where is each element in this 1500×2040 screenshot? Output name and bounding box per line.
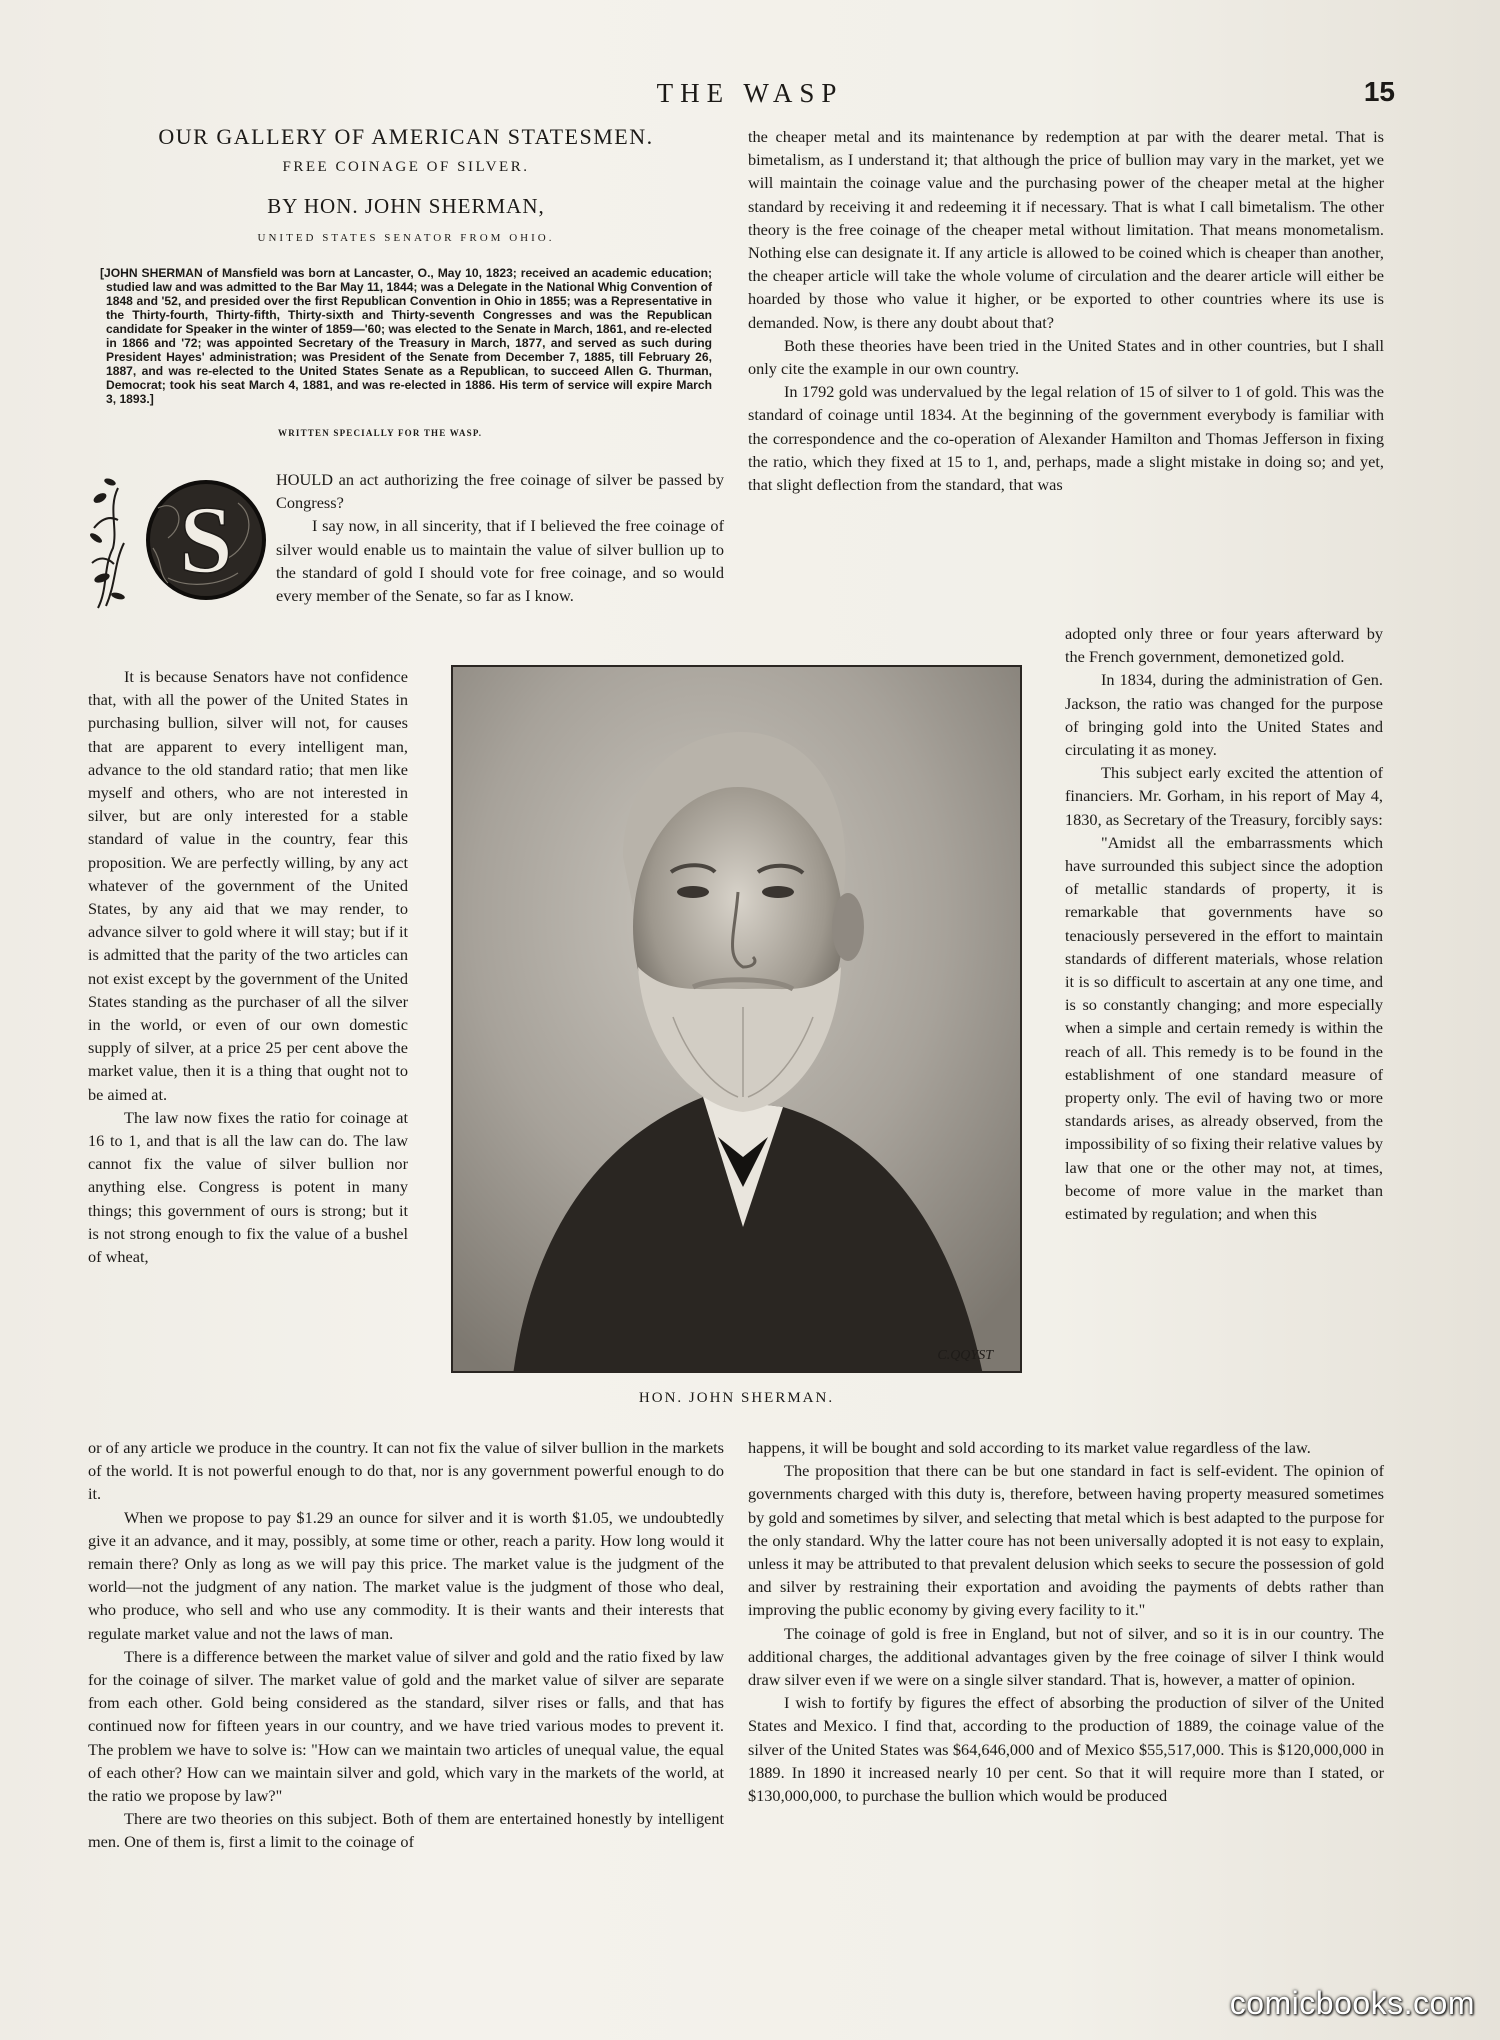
written-specially-note: WRITTEN SPECIALLY FOR THE WASP.: [278, 427, 483, 438]
right-bottom-column: [748, 1436, 1384, 1807]
paragraph: happens, it will be bought and sold according to its market value regardless of the law.: [748, 1438, 1311, 1457]
paragraph: adopted only three or four years afterward by the French government, demonetized gold.: [1065, 624, 1383, 667]
paragraph: There is a difference between the market value of silver and gold and the ratio fixed by law for the coinage of silver. The market value of gold and the market value of silver are separate from each other. Gold being considered as the standard, silver rises or falls, and that has continued now for fifteen years in our country, and we have tried various modes to prevent it. The problem we have to solve is: "How can we maintain two articles of unequal value, the equal of each other? How can we maintain silver and gold, which vary in the markets of the world, at the ratio we propose by law?": [88, 1646, 724, 1806]
paragraph: This subject early excited the attention of financiers. Mr. Gorham, in his report of May 4, 1830, as Secretary of the Treasury, forcibly says:: [1065, 763, 1383, 829]
article-byline: BY HON. JOHN SHERMAN,: [267, 194, 545, 219]
right-top-column: [748, 125, 1384, 496]
paragraph: The law now fixes the ratio for coinage at 16 to 1, and that is all the law can do. The law cannot fix the value of silver bullion nor anything else. Congress is potent in many things; this government of ours is strong; but it is not strong enough to fix the value of a bushel of wheat,: [88, 1107, 408, 1267]
paragraph: Both these theories have been tried in the United States and in other countries, but I shall only cite the example in our own country.: [748, 335, 1384, 379]
dropcap-letter: S: [179, 486, 233, 593]
paragraph: The proposition that there can be but one standard in fact is self-evident. The opinion of governments charged with this duty is, therefore, between having property measured sometimes by gold and sometimes by silver, and selecting that metal which is best adapted to the purpose for the only standard. Why the latter coure has not been universally adopted it is not easy to explain, unless it may be attributed to that prevalent delusion which seeks to secure the possession of gold and silver by restraining their exportation and avoiding the payments of debts rather than improving the public economy by giving every facility to it.": [748, 1461, 1384, 1620]
paragraph: In 1834, during the administration of Gen. Jackson, the ratio was changed for the purpose of bringing gold into the United States and circulating it as money.: [1065, 670, 1383, 760]
portrait-image: [451, 665, 1022, 1373]
author-affiliation: UNITED STATES SENATOR FROM OHIO.: [257, 231, 555, 244]
opening-paragraph-1: HOULD an act authorizing the free coinage of silver be passed by Congress?: [276, 470, 724, 513]
paragraph: The coinage of gold is free in England, but not of silver, and so it is in our country. The additional charges, the additional advantages given by the free coinage of silver I think would draw silver even if we were on a single silver standard. That is, however, a matter of opinion.: [748, 1623, 1384, 1690]
author-bio: [JOHN SHERMAN of Mansfield was born at Lancaster, O., May 10, 1823; received an academic education; studied law and was admitted to the Bar May 11, 1844; was a Delegate in the National Whig Convention of 1848 and '52, and presided over the first Republican Convention in Ohio in 1855; was a Representative in the Thirty-fourth, Thirty-fifth, Thirty-sixth and Thirty-seventh Congresses and was the Republican candidate for Speaker in the winter of 1859—'60; was elected to the Senate in March, 1861, and re-elected in 1866 and '72; was appointed Secretary of the Treasury in March, 1877, and served as such during President Hayes' administration; was President of the Senate from December 7, 1885, till February 26, 1887, and was re-elected to the United States Senate as a Republican, to succeed Allen G. Thurman, Democrat; took his seat March 4, 1881, and was re-elected in 1886. His term of service will expire March 3, 1893.]: [100, 265, 712, 406]
paragraph: It is because Senators have not confidence that, with all the power of the United States in purchasing bullion, silver will not, for causes that are apparent to every intelligent man, advance to the old standard ratio; that men like myself and others, who are not interested in silver, but are only interested for a stable standard of value in the country, fear this proposition. We are perfectly willing, by any act whatever of the government of the United States, by any aid that we may render, to advance silver to gold where it will stay; but if it is admitted that the parity of the two articles can not exist except by the government of the United States standing as the purchaser of all the silver in the world, or even of our own domestic supply of silver, at a price 25 per cent above the market value, then it is a thing that ought not to be aimed at.: [88, 667, 408, 1104]
paragraph: I wish to fortify by figures the effect of absorbing the production of silver of the United States and Mexico. I find that, according to the production of 1889, the coinage value of the silver of the United States was $64,646,000 and of Mexico $55,517,000. This is $120,000,000 in 1889. In 1890 it increased nearly 10 per cent. So that it will require more than I stated, or $130,000,000, to purchase the bullion which would be produced: [748, 1693, 1384, 1806]
portrait-caption: HON. JOHN SHERMAN.: [638, 1390, 835, 1406]
paragraph: When we propose to pay $1.29 an ounce for silver and it is worth $1.05, we undoubtedly give it an advance, and it may, possibly, at some time or other, reach a parity. How long would it remain there? Only as long as we will pay this price. The market value is the judgment of the world—not the judgment of any nation. The market value is the judgment of those who deal, who produce, who sell and who use any commodity. It is their wants and their interests that regulate market value and not the laws of man.: [88, 1507, 724, 1643]
paragraph: or of any article we produce in the country. It can not fix the value of silver bullion in the markets of the world. It is not powerful enough to do that, nor is any government powerful enough to do it.: [88, 1438, 724, 1504]
paragraph: In 1792 gold was undervalued by the legal relation of 15 of silver to 1 of gold. This was the standard of coinage until 1834. At the beginning of the government everybody is familiar with the correspondence and the co-operation of Alexander Hamilton and Thomas Jefferson in fixing the ratio, which they fixed at 15 to 1, and, perhaps, made a slight mistake in doing so; and yet, that slight deflection from the standard, that was: [748, 382, 1384, 495]
decorative-dropcap-image: [88, 468, 268, 614]
opening-paragraph-2: I say now, in all sincerity, that if I believed the free coinage of silver would enable us to maintain the value of silver bullion up to the standard of gold I should vote for free coinage, and so would every member of the Senate, so far as I know.: [276, 516, 724, 606]
quotation: "Amidst all the embarrassments which have surrounded this subject since the adoption of metallic standards of property, it is remarkable that governments have so tenaciously persevered in the effort to maintain standards of different materials, whose relation it is so difficult to ascertain at any one time, and is so constantly changing; and more especially when a simple and certain remedy is within the reach of all. This remedy is to be found in the establishment of one standard measure of property only. The evil of having two or more standards arises, as already observed, from the impossibility of so fixing their relative values by law that one or the other may not, at times, become of more value in the market than estimated by regulation; and when this: [1065, 832, 1383, 1224]
site-watermark: comicbooks.com: [1229, 1985, 1475, 2021]
left-bottom-column: [88, 1436, 724, 1854]
article-opening: [88, 468, 724, 614]
article-header: [88, 125, 724, 445]
paragraph: the cheaper metal and its maintenance by redemption at par with the dearer metal. That is bimetalism, as I understand it; that although the price of bullion may vary in the market, yet we will maintain the coinage value and the purchasing power of the cheaper metal at the higher standard by receiving it and redeeming it if necessary. That is what I call bimetalism. The other theory is the free coinage of the cheaper metal without limitation. That means monometalism. Nothing else can designate it. If any article is allowed to be coined which is cheaper than another, the cheaper article will take the whole volume of circulation and the dearer article will either be hoarded by those who value it higher, or be exported to other countries where its use is demanded. Now, is there any doubt about that?: [748, 127, 1384, 332]
article-series-title: OUR GALLERY OF AMERICAN STATESMEN.: [158, 124, 654, 149]
paragraph: There are two theories on this subject. Both of them are entertained honestly by intelligent men. One of them is, first a limit to the coinage of: [88, 1809, 724, 1852]
engraver-signature: C.QQYST: [937, 1348, 993, 1363]
left-narrow-column: [88, 665, 408, 1268]
page-number: 15: [1363, 76, 1395, 107]
article-subtitle: FREE COINAGE OF SILVER.: [282, 159, 530, 176]
running-head: THE WASP: [656, 78, 844, 108]
right-narrow-column: [1065, 622, 1383, 1225]
